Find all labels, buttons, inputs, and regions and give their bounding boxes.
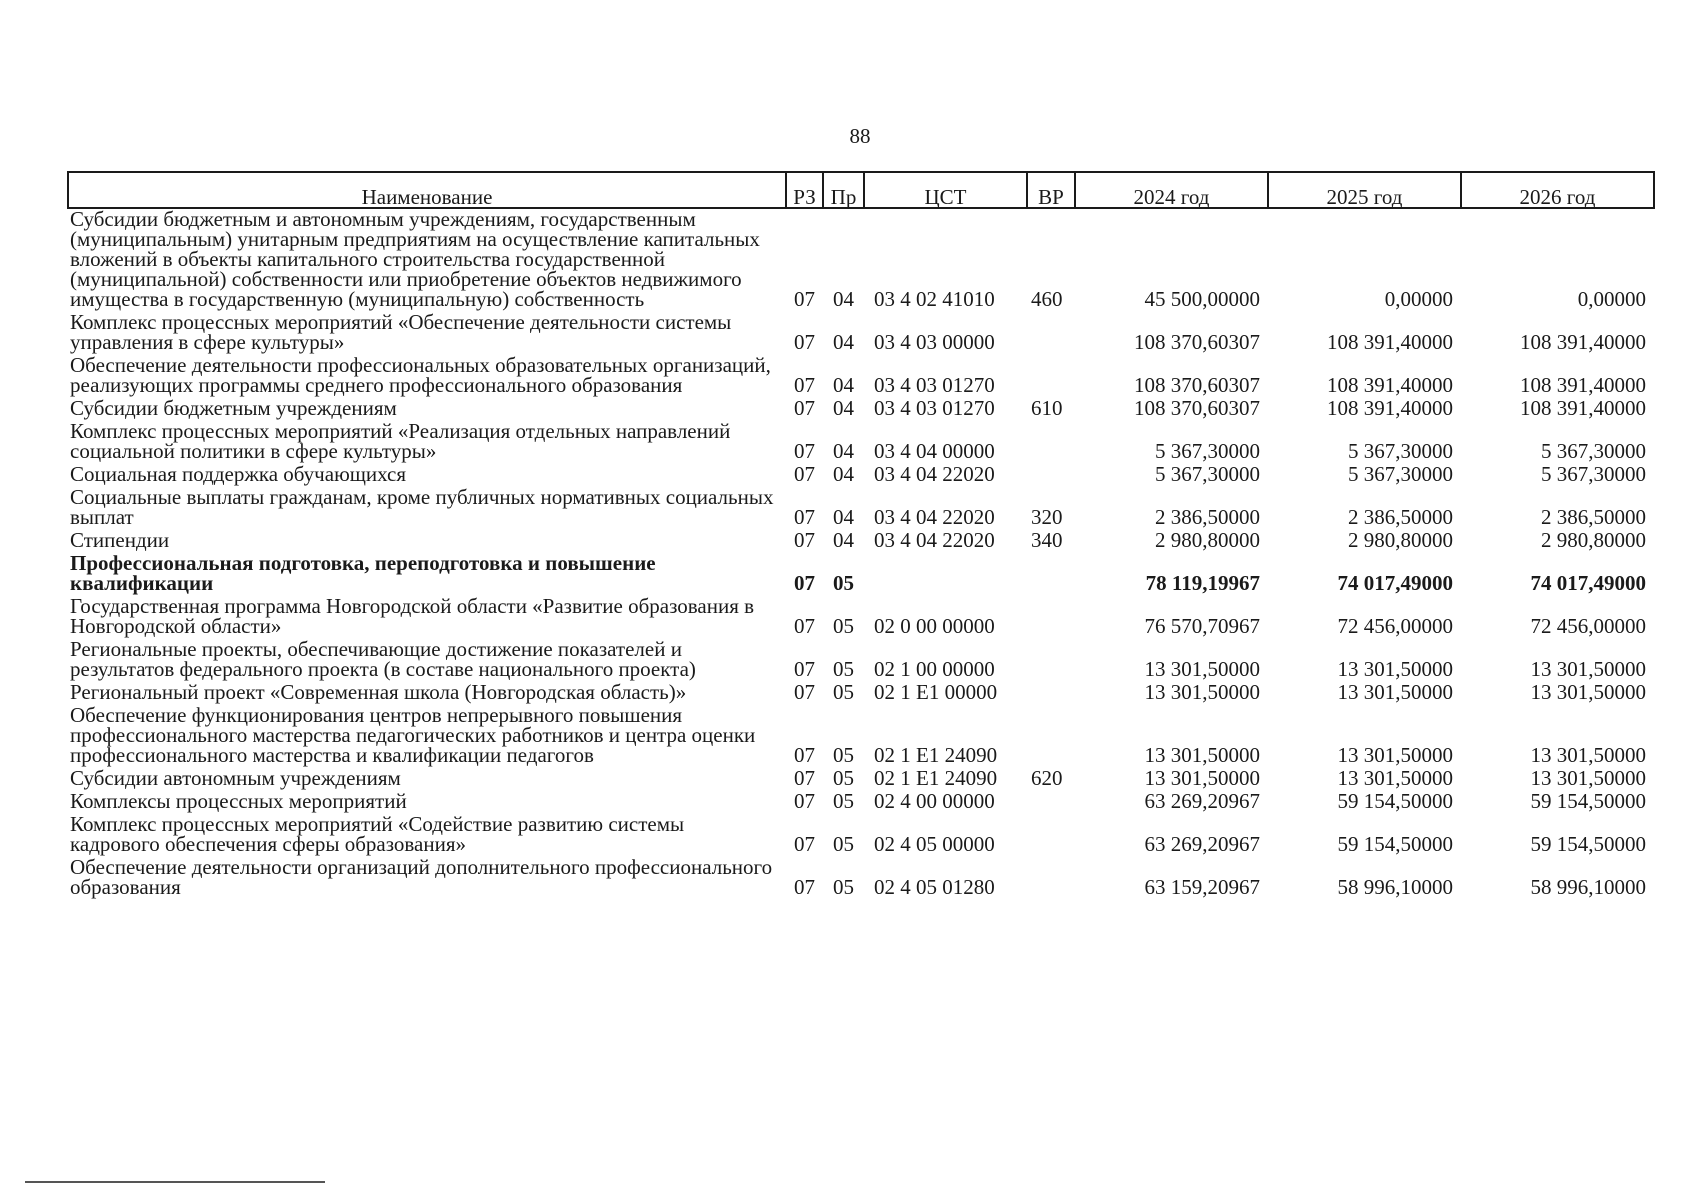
row-vr: 620 <box>1031 766 1063 790</box>
row-name: Обеспечение функционирования центров непрерывного повышения профессионального мастерства педагогических работников и центра оценки профессионального мастерства и квалификации педагогов <box>70 703 756 767</box>
row-name: Комплекс процессных мероприятий «Реализация отдельных направлений социальной политики в сфере культуры» <box>70 419 731 463</box>
row-cst: 03 4 03 01270 <box>874 373 995 397</box>
row-rz: 07 <box>794 766 815 790</box>
row-pr: 04 <box>833 528 854 552</box>
row-cst: 02 4 05 00000 <box>874 832 995 856</box>
row-value-2024: 13 301,50000 <box>1144 657 1260 681</box>
row-name: Субсидии бюджетным учреждениям <box>70 396 397 420</box>
row-vr <box>1027 596 1075 639</box>
row-value-2024: 108 370,60307 <box>1134 330 1260 354</box>
row-value-2026: 72 456,00000 <box>1530 614 1646 638</box>
row-value-2025: 5 367,30000 <box>1348 439 1453 463</box>
page-number: 88 <box>849 124 871 148</box>
table-row <box>68 421 1654 464</box>
row-value-2025: 2 386,50000 <box>1348 505 1453 529</box>
row-name: Обеспечение деятельности профессиональных образовательных организаций, реализующих программы среднего профессионального образования <box>70 353 771 397</box>
row-value-2026: 13 301,50000 <box>1530 766 1646 790</box>
row-vr <box>1027 355 1075 398</box>
table-row <box>68 791 1654 814</box>
row-cst: 02 1 00 00000 <box>874 657 995 681</box>
row-pr: 04 <box>833 505 854 529</box>
row-value-2026: 59 154,50000 <box>1530 789 1646 813</box>
row-vr <box>1027 705 1075 768</box>
col-header-cst: ЦСТ <box>864 172 1027 208</box>
row-pr: 04 <box>833 330 854 354</box>
row-value-2026: 5 367,30000 <box>1541 439 1646 463</box>
row-value-2024: 13 301,50000 <box>1144 680 1260 704</box>
row-cst: 03 4 02 41010 <box>874 287 995 311</box>
row-rz: 07 <box>794 657 815 681</box>
row-vr <box>1027 682 1075 705</box>
row-vr <box>1027 464 1075 487</box>
row-value-2025: 13 301,50000 <box>1337 766 1453 790</box>
row-rz: 07 <box>794 789 815 813</box>
row-pr: 05 <box>833 789 854 813</box>
row-pr: 04 <box>833 396 854 420</box>
row-pr: 04 <box>833 439 854 463</box>
table-row <box>68 312 1654 355</box>
col-header-pr: Пр <box>823 172 864 208</box>
table-row <box>68 596 1654 639</box>
row-value-2024: 13 301,50000 <box>1144 743 1260 767</box>
row-value-2026: 59 154,50000 <box>1530 832 1646 856</box>
col-header-rz: РЗ <box>786 172 823 208</box>
row-rz: 07 <box>794 614 815 638</box>
row-rz: 07 <box>794 528 815 552</box>
row-value-2024: 63 269,20967 <box>1144 832 1260 856</box>
table-row <box>68 355 1654 398</box>
table-row <box>68 857 1654 900</box>
row-name: Субсидии бюджетным и автономным учреждениям, государственным (муниципальным) унитарным предприятиям на осуществление капитальных вложений в объекты капитального строительства государственной (муниципальной) собственности или приобретение объектов недвижимого имущества в государственную (муниципальную) собственность <box>70 207 760 311</box>
row-rz: 07 <box>794 832 815 856</box>
row-value-2024: 5 367,30000 <box>1155 462 1260 486</box>
row-vr: 460 <box>1031 287 1063 311</box>
row-pr: 05 <box>833 743 854 767</box>
row-name: Субсидии автономным учреждениям <box>70 766 401 790</box>
row-value-2024: 5 367,30000 <box>1155 439 1260 463</box>
row-cst: 02 1 E1 00000 <box>874 680 998 704</box>
row-rz: 07 <box>794 287 815 311</box>
row-value-2026: 2 980,80000 <box>1541 528 1646 552</box>
row-rz: 07 <box>794 462 815 486</box>
row-vr <box>1027 857 1075 900</box>
table-row <box>68 530 1654 553</box>
row-value-2025: 74 017,49000 <box>1337 571 1453 595</box>
row-value-2025: 0,00000 <box>1384 287 1453 311</box>
budget-table <box>67 171 1655 900</box>
table-row <box>68 208 1654 312</box>
row-vr <box>1027 791 1075 814</box>
col-header-2026: 2026 год <box>1461 172 1654 208</box>
row-value-2025: 59 154,50000 <box>1337 789 1453 813</box>
row-value-2024: 13 301,50000 <box>1144 766 1260 790</box>
row-name: Комплекс процессных мероприятий «Обеспечение деятельности системы управления в сфере культуры» <box>70 310 732 354</box>
row-name: Профессиональная подготовка, переподготовка и повышение квалификации <box>70 551 656 595</box>
row-value-2026: 0,00000 <box>1577 287 1646 311</box>
table-row <box>68 398 1654 421</box>
row-pr: 05 <box>833 571 854 595</box>
row-pr: 05 <box>833 657 854 681</box>
row-value-2025: 108 391,40000 <box>1327 373 1453 397</box>
row-cst: 03 4 03 00000 <box>874 330 995 354</box>
row-value-2026: 108 391,40000 <box>1520 373 1646 397</box>
row-name: Комплекс процессных мероприятий «Содействие развитию системы кадрового обеспечения сферы образования» <box>70 812 685 856</box>
col-header-name: Наименование <box>68 172 786 208</box>
row-value-2025: 13 301,50000 <box>1337 680 1453 704</box>
row-rz: 07 <box>794 875 815 899</box>
row-value-2025: 58 996,10000 <box>1337 875 1453 899</box>
row-value-2024: 63 159,20967 <box>1144 875 1260 899</box>
row-cst: 02 4 05 01280 <box>874 875 995 899</box>
table-row <box>68 487 1654 530</box>
table-row <box>68 553 1654 596</box>
row-value-2026: 13 301,50000 <box>1530 743 1646 767</box>
row-cst: 03 4 04 00000 <box>874 439 995 463</box>
table-row <box>68 814 1654 857</box>
row-name: Обеспечение деятельности организаций дополнительного профессионального образования <box>70 855 773 899</box>
row-cst: 03 4 04 22020 <box>874 462 995 486</box>
row-cst: 02 4 00 00000 <box>874 789 995 813</box>
table-row <box>68 682 1654 705</box>
row-rz: 07 <box>794 439 815 463</box>
row-value-2025: 5 367,30000 <box>1348 462 1453 486</box>
row-cst: 03 4 04 22020 <box>874 528 995 552</box>
row-pr: 05 <box>833 875 854 899</box>
table-row <box>68 639 1654 682</box>
row-cst: 03 4 03 01270 <box>874 396 995 420</box>
row-name: Региональный проект «Современная школа (Новгородская область)» <box>70 680 687 704</box>
row-name: Стипендии <box>70 528 170 552</box>
row-cst <box>864 553 1027 596</box>
row-vr <box>1027 421 1075 464</box>
row-value-2025: 59 154,50000 <box>1337 832 1453 856</box>
row-pr: 04 <box>833 462 854 486</box>
row-pr: 04 <box>833 373 854 397</box>
row-pr: 04 <box>833 287 854 311</box>
row-vr: 610 <box>1031 396 1063 420</box>
row-name: Государственная программа Новгородской области «Развитие образования в Новгородской области» <box>70 594 755 638</box>
row-rz: 07 <box>794 373 815 397</box>
table-header <box>68 172 1654 208</box>
row-name: Социальные выплаты гражданам, кроме публичных нормативных социальных выплат <box>70 485 774 529</box>
table-row <box>68 705 1654 768</box>
row-vr: 340 <box>1031 528 1063 552</box>
row-value-2026: 108 391,40000 <box>1520 330 1646 354</box>
row-value-2025: 108 391,40000 <box>1327 330 1453 354</box>
row-value-2024: 78 119,19967 <box>1145 571 1260 595</box>
row-value-2024: 2 386,50000 <box>1155 505 1260 529</box>
row-pr: 05 <box>833 832 854 856</box>
row-vr <box>1027 312 1075 355</box>
row-cst: 03 4 04 22020 <box>874 505 995 529</box>
row-value-2025: 13 301,50000 <box>1337 743 1453 767</box>
row-pr: 05 <box>833 766 854 790</box>
row-pr: 05 <box>833 680 854 704</box>
row-value-2024: 2 980,80000 <box>1155 528 1260 552</box>
row-value-2024: 108 370,60307 <box>1134 396 1260 420</box>
table-body <box>68 208 1654 900</box>
row-pr: 05 <box>833 614 854 638</box>
row-vr <box>1027 553 1075 596</box>
row-value-2025: 108 391,40000 <box>1327 396 1453 420</box>
row-value-2026: 13 301,50000 <box>1530 680 1646 704</box>
table-row <box>68 768 1654 791</box>
row-name: Комплексы процессных мероприятий <box>70 789 407 813</box>
row-rz: 07 <box>794 680 815 704</box>
row-value-2026: 5 367,30000 <box>1541 462 1646 486</box>
row-vr <box>1027 639 1075 682</box>
row-value-2026: 2 386,50000 <box>1541 505 1646 529</box>
row-value-2026: 13 301,50000 <box>1530 657 1646 681</box>
row-value-2025: 2 980,80000 <box>1348 528 1453 552</box>
row-vr: 320 <box>1031 505 1063 529</box>
row-value-2025: 13 301,50000 <box>1337 657 1453 681</box>
row-value-2026: 74 017,49000 <box>1530 571 1646 595</box>
table-row <box>68 464 1654 487</box>
col-header-2024: 2024 год <box>1075 172 1268 208</box>
row-vr <box>1027 814 1075 857</box>
row-rz: 07 <box>794 396 815 420</box>
row-value-2026: 108 391,40000 <box>1520 396 1646 420</box>
row-rz: 07 <box>794 571 815 595</box>
row-cst: 02 1 E1 24090 <box>874 766 998 790</box>
row-rz: 07 <box>794 505 815 529</box>
row-value-2024: 63 269,20967 <box>1144 789 1260 813</box>
col-header-2025: 2025 год <box>1268 172 1461 208</box>
row-name: Социальная поддержка обучающихся <box>70 462 407 486</box>
row-value-2025: 72 456,00000 <box>1337 614 1453 638</box>
row-value-2024: 45 500,00000 <box>1144 287 1260 311</box>
row-value-2024: 108 370,60307 <box>1134 373 1260 397</box>
row-name: Региональные проекты, обеспечивающие достижение показателей и результатов федерального проекта (в составе национального проекта) <box>70 637 696 681</box>
row-value-2026: 58 996,10000 <box>1530 875 1646 899</box>
col-header-vr: ВР <box>1027 172 1075 208</box>
row-rz: 07 <box>794 743 815 767</box>
row-rz: 07 <box>794 330 815 354</box>
row-cst: 02 0 00 00000 <box>874 614 995 638</box>
footer-divider <box>25 1181 325 1183</box>
row-value-2024: 76 570,70967 <box>1144 614 1260 638</box>
row-cst: 02 1 E1 24090 <box>874 743 998 767</box>
